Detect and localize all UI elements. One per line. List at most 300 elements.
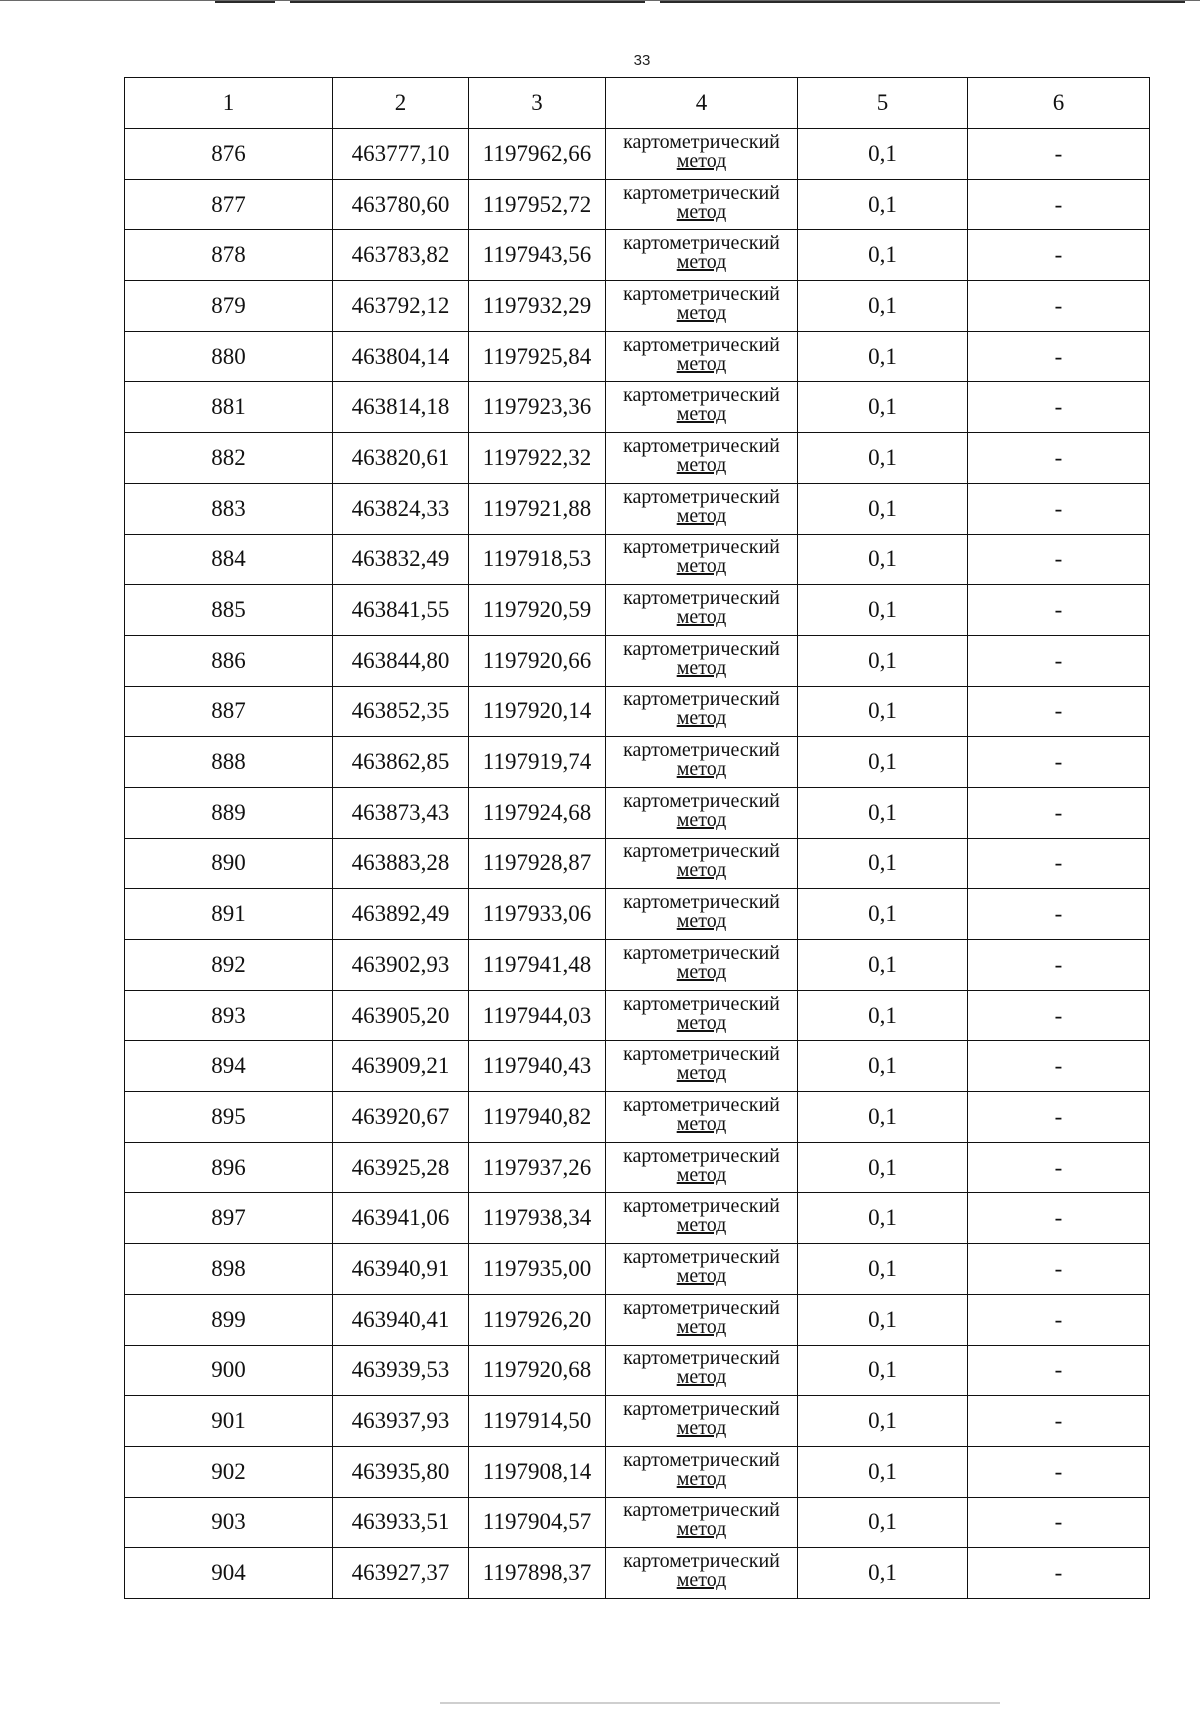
table-row <box>125 838 1150 889</box>
x-coordinate-cell: 463939,53 <box>333 1345 469 1396</box>
x-coordinate-cell: 463792,12 <box>333 281 469 332</box>
table-row <box>125 382 1150 433</box>
point-number-cell: 900 <box>125 1345 333 1396</box>
y-coordinate-cell: 1197918,53 <box>469 534 606 585</box>
table-row <box>125 940 1150 991</box>
method-line-2: метод <box>676 1264 727 1287</box>
note-cell: - <box>968 635 1150 686</box>
x-coordinate-cell: 463824,33 <box>333 483 469 534</box>
table-row <box>125 1446 1150 1497</box>
accuracy-cell: 0,1 <box>798 382 968 433</box>
point-number-cell: 883 <box>125 483 333 534</box>
table-body <box>125 129 1150 1599</box>
accuracy-cell: 0,1 <box>798 889 968 940</box>
method-cell <box>606 1244 798 1295</box>
y-coordinate-cell: 1197920,66 <box>469 635 606 686</box>
point-number-cell: 902 <box>125 1446 333 1497</box>
method-text <box>606 840 797 886</box>
scan-edge-bottom <box>440 1702 1000 1704</box>
method-line-2: метод <box>676 1112 727 1135</box>
method-line-2: метод <box>676 504 727 527</box>
accuracy-cell: 0,1 <box>798 838 968 889</box>
note-cell: - <box>968 1446 1150 1497</box>
method-cell <box>606 889 798 940</box>
y-coordinate-cell: 1197935,00 <box>469 1244 606 1295</box>
x-coordinate-cell: 463832,49 <box>333 534 469 585</box>
point-number-cell: 877 <box>125 179 333 230</box>
table-header-row <box>125 78 1150 129</box>
accuracy-cell: 0,1 <box>798 1041 968 1092</box>
point-number-cell: 887 <box>125 686 333 737</box>
column-header-4: 4 <box>606 78 798 129</box>
y-coordinate-cell: 1197908,14 <box>469 1446 606 1497</box>
table-row <box>125 1244 1150 1295</box>
accuracy-cell: 0,1 <box>798 787 968 838</box>
method-text <box>606 1043 797 1089</box>
method-text <box>606 1145 797 1191</box>
x-coordinate-cell: 463783,82 <box>333 230 469 281</box>
table-row <box>125 483 1150 534</box>
method-text <box>606 1246 797 1292</box>
method-line-2: метод <box>676 1011 727 1034</box>
method-cell <box>606 129 798 180</box>
method-line-1: картометрический <box>623 941 780 964</box>
y-coordinate-cell: 1197920,14 <box>469 686 606 737</box>
accuracy-cell: 0,1 <box>798 1345 968 1396</box>
note-cell: - <box>968 990 1150 1041</box>
accuracy-cell: 0,1 <box>798 635 968 686</box>
method-text <box>606 182 797 228</box>
note-cell: - <box>968 433 1150 484</box>
accuracy-cell: 0,1 <box>798 1446 968 1497</box>
table-row <box>125 129 1150 180</box>
method-text <box>606 891 797 937</box>
method-line-1: картометрический <box>623 739 780 762</box>
x-coordinate-cell: 463892,49 <box>333 889 469 940</box>
method-line-2: метод <box>676 1062 727 1085</box>
method-cell <box>606 179 798 230</box>
method-cell <box>606 737 798 788</box>
scan-artifact <box>215 1 275 3</box>
table-row <box>125 1497 1150 1548</box>
x-coordinate-cell: 463933,51 <box>333 1497 469 1548</box>
method-line-2: метод <box>676 910 727 933</box>
method-line-1: картометрический <box>623 333 780 356</box>
method-cell <box>606 230 798 281</box>
method-cell <box>606 1497 798 1548</box>
note-cell: - <box>968 281 1150 332</box>
point-number-cell: 882 <box>125 433 333 484</box>
column-header-5: 5 <box>798 78 968 129</box>
point-number-cell: 881 <box>125 382 333 433</box>
method-text <box>606 993 797 1039</box>
method-cell <box>606 635 798 686</box>
method-text <box>606 384 797 430</box>
method-text <box>606 486 797 532</box>
table-row <box>125 230 1150 281</box>
x-coordinate-cell: 463844,80 <box>333 635 469 686</box>
point-number-cell: 890 <box>125 838 333 889</box>
accuracy-cell: 0,1 <box>798 1497 968 1548</box>
method-line-2: метод <box>676 352 727 375</box>
method-line-1: картометрический <box>623 536 780 559</box>
y-coordinate-cell: 1197940,43 <box>469 1041 606 1092</box>
y-coordinate-cell: 1197898,37 <box>469 1548 606 1599</box>
point-number-cell: 895 <box>125 1092 333 1143</box>
x-coordinate-cell: 463804,14 <box>333 331 469 382</box>
method-line-1: картометрический <box>623 434 780 457</box>
method-cell <box>606 1396 798 1447</box>
scan-artifact <box>660 1 1185 3</box>
method-text <box>606 435 797 481</box>
method-text <box>606 688 797 734</box>
method-line-1: картометрический <box>623 232 780 255</box>
accuracy-cell: 0,1 <box>798 230 968 281</box>
point-number-cell: 888 <box>125 737 333 788</box>
method-text <box>606 942 797 988</box>
table-row <box>125 1396 1150 1447</box>
method-line-2: метод <box>676 707 727 730</box>
point-number-cell: 884 <box>125 534 333 585</box>
y-coordinate-cell: 1197904,57 <box>469 1497 606 1548</box>
method-line-2: метод <box>676 301 727 324</box>
method-line-1: картометрический <box>623 840 780 863</box>
table-row <box>125 331 1150 382</box>
x-coordinate-cell: 463862,85 <box>333 737 469 788</box>
point-number-cell: 893 <box>125 990 333 1041</box>
method-line-1: картометрический <box>623 130 780 153</box>
x-coordinate-cell: 463780,60 <box>333 179 469 230</box>
table-row <box>125 433 1150 484</box>
method-cell <box>606 940 798 991</box>
method-cell <box>606 585 798 636</box>
column-header-1: 1 <box>125 78 333 129</box>
note-cell: - <box>968 1142 1150 1193</box>
accuracy-cell: 0,1 <box>798 281 968 332</box>
point-number-cell: 903 <box>125 1497 333 1548</box>
accuracy-cell: 0,1 <box>798 737 968 788</box>
method-text <box>606 587 797 633</box>
point-number-cell: 891 <box>125 889 333 940</box>
note-cell: - <box>968 787 1150 838</box>
method-line-2: метод <box>676 859 727 882</box>
y-coordinate-cell: 1197923,36 <box>469 382 606 433</box>
accuracy-cell: 0,1 <box>798 1294 968 1345</box>
y-coordinate-cell: 1197928,87 <box>469 838 606 889</box>
method-line-1: картометрический <box>623 1398 780 1421</box>
method-line-1: картометрический <box>623 688 780 711</box>
y-coordinate-cell: 1197922,32 <box>469 433 606 484</box>
method-line-2: метод <box>676 656 727 679</box>
y-coordinate-cell: 1197914,50 <box>469 1396 606 1447</box>
method-line-2: метод <box>676 1569 727 1592</box>
method-line-2: метод <box>676 1214 727 1237</box>
accuracy-cell: 0,1 <box>798 990 968 1041</box>
x-coordinate-cell: 463814,18 <box>333 382 469 433</box>
note-cell: - <box>968 1244 1150 1295</box>
method-cell <box>606 1142 798 1193</box>
method-cell <box>606 686 798 737</box>
method-cell <box>606 433 798 484</box>
accuracy-cell: 0,1 <box>798 483 968 534</box>
method-text <box>606 638 797 684</box>
note-cell: - <box>968 737 1150 788</box>
accuracy-cell: 0,1 <box>798 1092 968 1143</box>
point-number-cell: 885 <box>125 585 333 636</box>
y-coordinate-cell: 1197919,74 <box>469 737 606 788</box>
method-text <box>606 536 797 582</box>
method-cell <box>606 838 798 889</box>
method-line-1: картометрический <box>623 587 780 610</box>
method-cell <box>606 1446 798 1497</box>
note-cell: - <box>968 1345 1150 1396</box>
method-line-2: метод <box>676 1315 727 1338</box>
x-coordinate-cell: 463905,20 <box>333 990 469 1041</box>
accuracy-cell: 0,1 <box>798 1142 968 1193</box>
note-cell: - <box>968 1497 1150 1548</box>
coordinates-table <box>124 77 1150 1599</box>
method-line-1: картометрический <box>623 485 780 508</box>
note-cell: - <box>968 1193 1150 1244</box>
note-cell: - <box>968 483 1150 534</box>
x-coordinate-cell: 463940,91 <box>333 1244 469 1295</box>
method-text <box>606 790 797 836</box>
table-row <box>125 1041 1150 1092</box>
column-header-6: 6 <box>968 78 1150 129</box>
method-cell <box>606 281 798 332</box>
method-line-1: картометрический <box>623 1043 780 1066</box>
method-line-2: метод <box>676 453 727 476</box>
point-number-cell: 901 <box>125 1396 333 1447</box>
method-cell <box>606 1092 798 1143</box>
method-text <box>606 1347 797 1393</box>
x-coordinate-cell: 463940,41 <box>333 1294 469 1345</box>
y-coordinate-cell: 1197920,59 <box>469 585 606 636</box>
method-line-2: метод <box>676 1467 727 1490</box>
point-number-cell: 880 <box>125 331 333 382</box>
note-cell: - <box>968 838 1150 889</box>
table-row <box>125 281 1150 332</box>
y-coordinate-cell: 1197943,56 <box>469 230 606 281</box>
method-text <box>606 1094 797 1140</box>
method-line-2: метод <box>676 1417 727 1440</box>
table-row <box>125 1548 1150 1599</box>
method-cell <box>606 990 798 1041</box>
x-coordinate-cell: 463935,80 <box>333 1446 469 1497</box>
method-line-1: картометрический <box>623 1195 780 1218</box>
method-line-2: метод <box>676 606 727 629</box>
note-cell: - <box>968 179 1150 230</box>
method-line-1: картометрический <box>623 282 780 305</box>
table-row <box>125 1142 1150 1193</box>
point-number-cell: 879 <box>125 281 333 332</box>
table-row <box>125 737 1150 788</box>
x-coordinate-cell: 463937,93 <box>333 1396 469 1447</box>
page-number: 33 <box>633 52 651 69</box>
x-coordinate-cell: 463777,10 <box>333 129 469 180</box>
accuracy-cell: 0,1 <box>798 686 968 737</box>
x-coordinate-cell: 463925,28 <box>333 1142 469 1193</box>
method-line-1: картометрический <box>623 891 780 914</box>
column-header-3: 3 <box>469 78 606 129</box>
method-line-2: метод <box>676 960 727 983</box>
method-line-2: метод <box>676 149 727 172</box>
method-text <box>606 283 797 329</box>
method-line-1: картометрический <box>623 1550 780 1573</box>
point-number-cell: 899 <box>125 1294 333 1345</box>
accuracy-cell: 0,1 <box>798 129 968 180</box>
method-line-1: картометрический <box>623 1093 780 1116</box>
method-text <box>606 334 797 380</box>
note-cell: - <box>968 1548 1150 1599</box>
note-cell: - <box>968 1041 1150 1092</box>
method-line-2: метод <box>676 200 727 223</box>
method-text <box>606 1398 797 1444</box>
table-row <box>125 585 1150 636</box>
point-number-cell: 878 <box>125 230 333 281</box>
method-line-1: картометрический <box>623 181 780 204</box>
x-coordinate-cell: 463941,06 <box>333 1193 469 1244</box>
method-line-2: метод <box>676 1366 727 1389</box>
y-coordinate-cell: 1197944,03 <box>469 990 606 1041</box>
accuracy-cell: 0,1 <box>798 179 968 230</box>
method-text <box>606 1449 797 1495</box>
table-row <box>125 534 1150 585</box>
scan-artifact <box>290 1 645 3</box>
method-text <box>606 1195 797 1241</box>
x-coordinate-cell: 463920,67 <box>333 1092 469 1143</box>
y-coordinate-cell: 1197924,68 <box>469 787 606 838</box>
method-text <box>606 1550 797 1596</box>
accuracy-cell: 0,1 <box>798 1193 968 1244</box>
method-line-2: метод <box>676 1518 727 1541</box>
method-cell <box>606 1294 798 1345</box>
method-text <box>606 1499 797 1545</box>
note-cell: - <box>968 1396 1150 1447</box>
y-coordinate-cell: 1197940,82 <box>469 1092 606 1143</box>
y-coordinate-cell: 1197962,66 <box>469 129 606 180</box>
x-coordinate-cell: 463852,35 <box>333 686 469 737</box>
table-row <box>125 1345 1150 1396</box>
method-cell <box>606 534 798 585</box>
note-cell: - <box>968 940 1150 991</box>
point-number-cell: 897 <box>125 1193 333 1244</box>
note-cell: - <box>968 889 1150 940</box>
method-line-1: картометрический <box>623 789 780 812</box>
method-line-1: картометрический <box>623 992 780 1015</box>
accuracy-cell: 0,1 <box>798 331 968 382</box>
table-row <box>125 635 1150 686</box>
method-line-2: метод <box>676 251 727 274</box>
x-coordinate-cell: 463873,43 <box>333 787 469 838</box>
accuracy-cell: 0,1 <box>798 433 968 484</box>
accuracy-cell: 0,1 <box>798 1244 968 1295</box>
method-cell <box>606 331 798 382</box>
point-number-cell: 904 <box>125 1548 333 1599</box>
y-coordinate-cell: 1197932,29 <box>469 281 606 332</box>
note-cell: - <box>968 1294 1150 1345</box>
x-coordinate-cell: 463820,61 <box>333 433 469 484</box>
accuracy-cell: 0,1 <box>798 534 968 585</box>
point-number-cell: 889 <box>125 787 333 838</box>
method-cell <box>606 1548 798 1599</box>
column-header-2: 2 <box>333 78 469 129</box>
y-coordinate-cell: 1197941,48 <box>469 940 606 991</box>
method-line-1: картометрический <box>623 384 780 407</box>
y-coordinate-cell: 1197920,68 <box>469 1345 606 1396</box>
method-line-1: картометрический <box>623 1245 780 1268</box>
method-cell <box>606 1193 798 1244</box>
note-cell: - <box>968 129 1150 180</box>
method-cell <box>606 483 798 534</box>
note-cell: - <box>968 686 1150 737</box>
method-text <box>606 739 797 785</box>
method-line-2: метод <box>676 403 727 426</box>
note-cell: - <box>968 585 1150 636</box>
accuracy-cell: 0,1 <box>798 1548 968 1599</box>
point-number-cell: 886 <box>125 635 333 686</box>
note-cell: - <box>968 1092 1150 1143</box>
y-coordinate-cell: 1197925,84 <box>469 331 606 382</box>
method-line-2: метод <box>676 808 727 831</box>
method-line-1: картометрический <box>623 1296 780 1319</box>
method-text <box>606 1297 797 1343</box>
accuracy-cell: 0,1 <box>798 585 968 636</box>
method-line-1: картометрический <box>623 1347 780 1370</box>
method-line-1: картометрический <box>623 1144 780 1167</box>
note-cell: - <box>968 230 1150 281</box>
method-line-1: картометрический <box>623 1499 780 1522</box>
table-row <box>125 787 1150 838</box>
x-coordinate-cell: 463902,93 <box>333 940 469 991</box>
y-coordinate-cell: 1197933,06 <box>469 889 606 940</box>
table-row <box>125 889 1150 940</box>
note-cell: - <box>968 534 1150 585</box>
point-number-cell: 876 <box>125 129 333 180</box>
table-row <box>125 1092 1150 1143</box>
method-cell <box>606 1041 798 1092</box>
x-coordinate-cell: 463927,37 <box>333 1548 469 1599</box>
method-line-2: метод <box>676 758 727 781</box>
method-line-2: метод <box>676 555 727 578</box>
table-row <box>125 179 1150 230</box>
point-number-cell: 892 <box>125 940 333 991</box>
method-text <box>606 131 797 177</box>
method-text <box>606 232 797 278</box>
x-coordinate-cell: 463883,28 <box>333 838 469 889</box>
method-line-1: картометрический <box>623 1448 780 1471</box>
table-row <box>125 686 1150 737</box>
y-coordinate-cell: 1197937,26 <box>469 1142 606 1193</box>
accuracy-cell: 0,1 <box>798 1396 968 1447</box>
method-cell <box>606 787 798 838</box>
point-number-cell: 894 <box>125 1041 333 1092</box>
point-number-cell: 896 <box>125 1142 333 1193</box>
method-cell <box>606 1345 798 1396</box>
x-coordinate-cell: 463841,55 <box>333 585 469 636</box>
accuracy-cell: 0,1 <box>798 940 968 991</box>
table-row <box>125 1294 1150 1345</box>
note-cell: - <box>968 331 1150 382</box>
table-row <box>125 1193 1150 1244</box>
y-coordinate-cell: 1197926,20 <box>469 1294 606 1345</box>
note-cell: - <box>968 382 1150 433</box>
y-coordinate-cell: 1197952,72 <box>469 179 606 230</box>
x-coordinate-cell: 463909,21 <box>333 1041 469 1092</box>
method-line-2: метод <box>676 1163 727 1186</box>
method-line-1: картометрический <box>623 637 780 660</box>
y-coordinate-cell: 1197938,34 <box>469 1193 606 1244</box>
